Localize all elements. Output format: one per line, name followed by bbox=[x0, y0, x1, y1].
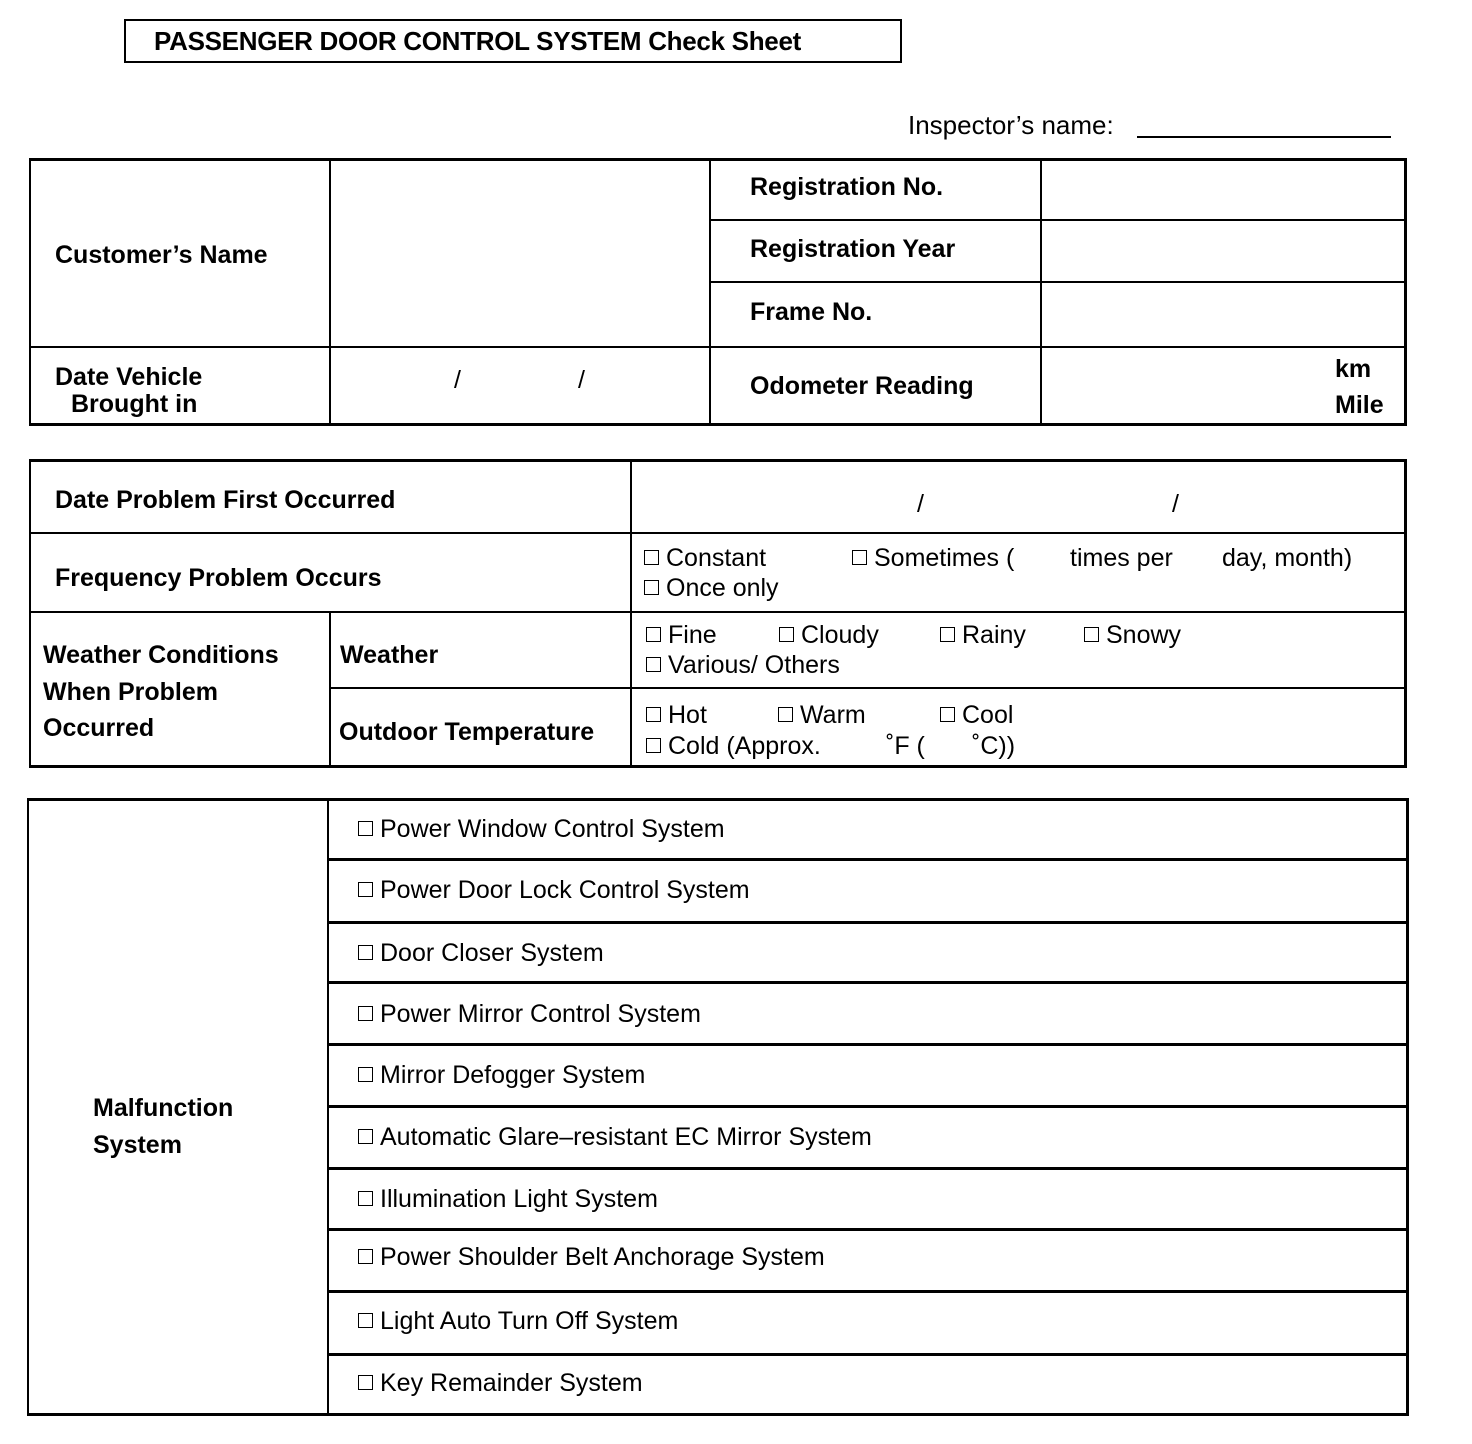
system-option-ec-mirror[interactable]: Automatic Glare–resistant EC Mirror System bbox=[358, 1123, 872, 1152]
registration-no-label: Registration No. bbox=[750, 173, 944, 201]
system-option-shoulder-belt[interactable]: Power Shoulder Belt Anchorage System bbox=[358, 1243, 825, 1272]
checkbox-icon[interactable] bbox=[646, 738, 661, 753]
malfunction-system-label-line2: System bbox=[93, 1131, 182, 1159]
checkbox-icon[interactable] bbox=[358, 882, 373, 897]
date-separator: / bbox=[578, 366, 585, 394]
times-per-label: times per bbox=[1070, 544, 1173, 572]
frame-no-label: Frame No. bbox=[750, 298, 873, 326]
weather-conditions-label-line2: When Problem bbox=[43, 678, 219, 706]
malfunction-system-label-line1: Malfunction bbox=[93, 1094, 234, 1122]
checkbox-icon[interactable] bbox=[358, 1129, 373, 1144]
checkbox-icon[interactable] bbox=[779, 627, 794, 642]
checkbox-icon[interactable] bbox=[940, 707, 955, 722]
checkbox-icon[interactable] bbox=[644, 580, 659, 595]
cool-option[interactable]: Cool bbox=[940, 701, 1013, 729]
outdoor-temperature-label: Outdoor Temperature bbox=[339, 718, 595, 746]
checkbox-icon[interactable] bbox=[644, 550, 659, 565]
checkbox-icon[interactable] bbox=[358, 1191, 373, 1206]
cold-option[interactable]: Cold (Approx. bbox=[646, 732, 821, 760]
checkbox-icon[interactable] bbox=[778, 707, 793, 722]
rainy-option[interactable]: Rainy bbox=[940, 621, 1026, 649]
odometer-label: Odometer Reading bbox=[750, 372, 974, 400]
date-brought-label-line1: Date Vehicle bbox=[55, 363, 203, 391]
system-option-mirror-defogger[interactable]: Mirror Defogger System bbox=[358, 1061, 645, 1090]
cloudy-option[interactable]: Cloudy bbox=[779, 621, 879, 649]
checkbox-icon[interactable] bbox=[646, 627, 661, 642]
checkbox-icon[interactable] bbox=[852, 550, 867, 565]
checkbox-icon[interactable] bbox=[646, 707, 661, 722]
sometimes-option[interactable]: Sometimes ( bbox=[852, 544, 1014, 572]
date-brought-label-line2: Brought in bbox=[71, 390, 198, 418]
celsius-label: ˚C)) bbox=[972, 732, 1016, 760]
customers-name-label: Customer’s Name bbox=[55, 241, 268, 269]
customers-name-field[interactable] bbox=[331, 161, 709, 346]
registration-no-field[interactable] bbox=[1042, 161, 1404, 219]
system-option-power-mirror[interactable]: Power Mirror Control System bbox=[358, 1000, 701, 1029]
fahrenheit-label: ˚F ( bbox=[886, 732, 925, 760]
weather-conditions-label-line3: Occurred bbox=[43, 714, 155, 742]
once-only-option[interactable]: Once only bbox=[644, 574, 779, 602]
date-first-occurred-label: Date Problem First Occurred bbox=[55, 486, 396, 514]
checkbox-icon[interactable] bbox=[358, 945, 373, 960]
weather-label: Weather bbox=[340, 641, 439, 669]
checkbox-icon[interactable] bbox=[358, 1006, 373, 1021]
hot-option[interactable]: Hot bbox=[646, 701, 707, 729]
warm-option[interactable]: Warm bbox=[778, 701, 866, 729]
checkbox-icon[interactable] bbox=[1084, 627, 1099, 642]
registration-year-field[interactable] bbox=[1042, 221, 1404, 281]
frequency-label: Frequency Problem Occurs bbox=[55, 564, 382, 592]
system-option-power-door-lock[interactable]: Power Door Lock Control System bbox=[358, 876, 750, 905]
snowy-option[interactable]: Snowy bbox=[1084, 621, 1181, 649]
checkbox-icon[interactable] bbox=[646, 657, 661, 672]
date-separator: / bbox=[917, 490, 924, 518]
page-title: PASSENGER DOOR CONTROL SYSTEM Check Sheet bbox=[154, 26, 801, 56]
checkbox-icon[interactable] bbox=[358, 1249, 373, 1264]
constant-option[interactable]: Constant bbox=[644, 544, 766, 572]
date-separator: / bbox=[454, 366, 461, 394]
various-option[interactable]: Various/ Others bbox=[646, 651, 840, 679]
checkbox-icon[interactable] bbox=[358, 821, 373, 836]
inspector-label: Inspector’s name: bbox=[908, 110, 1114, 140]
system-option-light-auto-turn-off[interactable]: Light Auto Turn Off System bbox=[358, 1307, 678, 1336]
day-month-label: day, month) bbox=[1222, 544, 1353, 572]
fine-option[interactable]: Fine bbox=[646, 621, 717, 649]
checkbox-icon[interactable] bbox=[940, 627, 955, 642]
checkbox-icon[interactable] bbox=[358, 1067, 373, 1082]
weather-conditions-label-line1: Weather Conditions bbox=[43, 641, 279, 669]
system-option-power-window[interactable]: Power Window Control System bbox=[358, 815, 725, 844]
system-option-key-remainder[interactable]: Key Remainder System bbox=[358, 1369, 643, 1398]
checkbox-icon[interactable] bbox=[358, 1313, 373, 1328]
km-unit: km bbox=[1335, 355, 1372, 383]
checkbox-icon[interactable] bbox=[358, 1375, 373, 1390]
frame-no-field[interactable] bbox=[1042, 283, 1404, 346]
registration-year-label: Registration Year bbox=[750, 235, 956, 263]
system-option-door-closer[interactable]: Door Closer System bbox=[358, 939, 604, 968]
inspector-name-field[interactable] bbox=[1137, 136, 1391, 138]
system-option-illumination-light[interactable]: Illumination Light System bbox=[358, 1185, 658, 1214]
date-separator: / bbox=[1172, 490, 1179, 518]
mile-unit: Mile bbox=[1335, 391, 1384, 419]
